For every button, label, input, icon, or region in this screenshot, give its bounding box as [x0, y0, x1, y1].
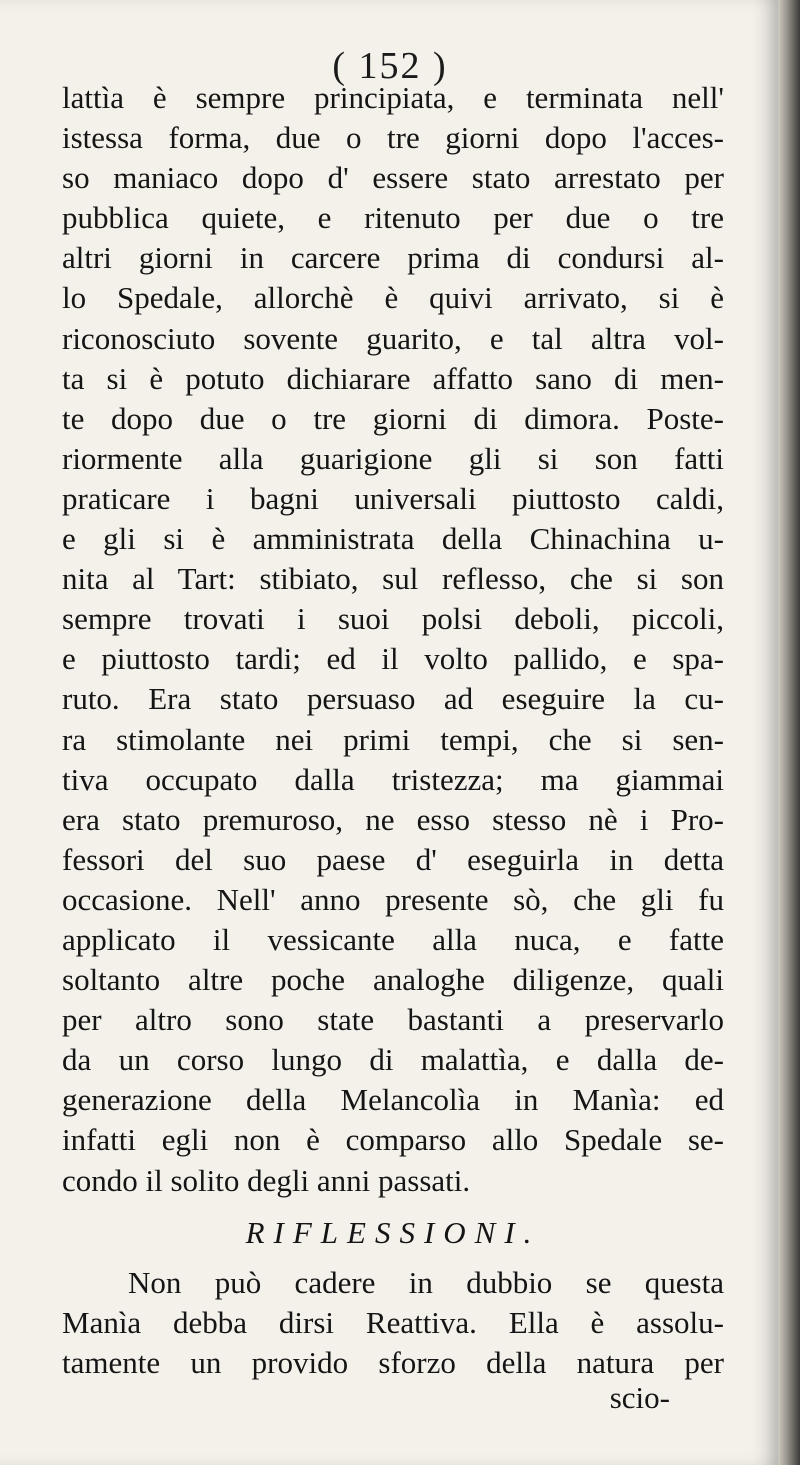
text-line: so maniaco dopo d' essere stato arrestato per — [62, 160, 724, 196]
text-line: sempre trovati i suoi polsi deboli, piccoli, — [62, 601, 724, 637]
section-heading: RIFLESSIONI. — [245, 1214, 541, 1250]
text-line: istessa forma, due o tre giorni dopo l'acces- — [62, 120, 724, 156]
text-line: te dopo due o tre giorni di dimora. Poste- — [62, 400, 724, 436]
text-line: occasione. Nell' anno presente sò, che gli fu — [62, 881, 724, 917]
text-line: infatti egli non è comparso allo Spedale se- — [62, 1122, 724, 1158]
text-line: lo Spedale, allorchè è quivi arrivato, si è — [62, 280, 724, 316]
text-line: pubblica quiete, e ritenuto per due o tre — [62, 200, 724, 236]
text-line: Manìa debba dirsi Reattiva. Ella è assolu- — [62, 1304, 724, 1340]
text-line: nita al Tart: stibiato, sul reflesso, che si son — [62, 561, 724, 597]
text-line: ruto. Era stato persuaso ad eseguire la cu- — [62, 681, 724, 717]
text-line: generazione della Melancolìa in Manìa: ed — [62, 1082, 724, 1118]
body-text — [62, 78, 724, 1383]
page-number: ( 152 ) — [332, 45, 448, 87]
text-line: ra stimolante nei primi tempi, che si sen- — [62, 721, 724, 757]
text-line: fessori del suo paese d' eseguirla in detta — [62, 841, 724, 877]
text-line: condo il solito degli anni passati. — [62, 1162, 471, 1198]
text-line: per altro sono state bastanti a preservarlo — [62, 1002, 724, 1038]
text-line: riconosciuto sovente guarito, e tal altra vol- — [62, 320, 724, 356]
text-line: praticare i bagni universali piuttosto caldi, — [62, 480, 724, 516]
text-line: e piuttosto tardi; ed il volto pallido, e spa- — [62, 641, 724, 677]
text-line: altri giorni in carcere prima di condursi al- — [62, 240, 724, 276]
text-line: riormente alla guarigione gli si son fatti — [62, 440, 724, 476]
text-line: e gli si è amministrata della Chinachina u- — [62, 521, 724, 557]
text-line: applicato il vessicante alla nuca, e fatte — [62, 921, 724, 957]
text-line: era stato premuroso, ne esso stesso nè i Pro- — [62, 801, 724, 837]
text-line: da un corso lungo di malattìa, e dalla de- — [62, 1042, 724, 1078]
text-line: lattìa è sempre principiata, e terminata nell' — [62, 80, 724, 115]
text-line: soltanto altre poche analoghe diligenze, quali — [62, 962, 724, 998]
text-line: ta si è potuto dichiarare affatto sano di men- — [62, 360, 724, 396]
page-edge-shadow — [778, 0, 800, 1465]
catchword: scio- — [609, 1380, 670, 1415]
text-line: tamente un provido sforzo della natura per — [62, 1344, 724, 1380]
text-line: Non può cadere in dubbio se questa — [128, 1264, 724, 1300]
text-line: tiva occupato dalla tristezza; ma giammai — [62, 761, 724, 797]
